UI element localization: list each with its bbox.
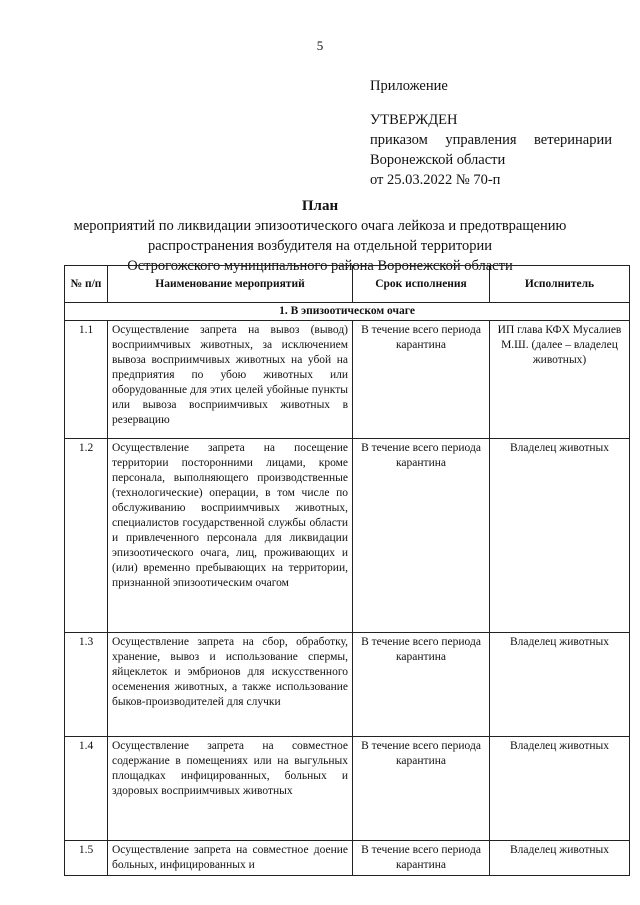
header-name: Наименование мероприятий <box>108 266 353 303</box>
row-executor: Владелец животных <box>490 633 630 737</box>
row-term: В течение всего периода карантина <box>353 737 490 841</box>
row-term: В течение всего периода карантина <box>353 633 490 737</box>
row-measure: Осуществление запрета на совместное содержание в помещениях или на выгульных площадках инфицированных, больных и здоровых восприимчивых животных <box>108 737 353 841</box>
row-term: В течение всего периода карантина <box>353 321 490 439</box>
row-executor: Владелец животных <box>490 439 630 633</box>
row-measure: Осуществление запрета на посещение территории посторонними лицами, кроме персонала, выполняющего производственные (технологические) операции, в том числе по обслуживанию восприимчивых животных, специалистов государственной службы области и привлеченного персонала для ликвидации эпизоотического очага, лиц, проживающих и (или) временно пребывающих на территории, признанной эпизоотическим очагом <box>108 439 353 633</box>
table-row <box>65 439 630 633</box>
row-measure: Осуществление запрета на вывоз (вывод) восприимчивых животных, за исключением вывоза восприимчивых животных на убой на предприятия по убою животных или оборудованные для этих целей убойные пункты или вывоза восприимчивых животных в резервацию <box>108 321 353 439</box>
section-row <box>65 303 630 321</box>
title-line-3: Острогожского муниципального района Воронежской области <box>127 258 513 274</box>
row-num: 1.3 <box>65 633 108 737</box>
approved-label: УТВЕРЖДЕН <box>370 112 458 128</box>
table-row <box>65 737 630 841</box>
order-line-2: Воронежской области <box>370 152 506 168</box>
plan-heading: План <box>301 198 339 214</box>
row-term: В течение всего периода карантина <box>353 841 490 876</box>
row-term: В течение всего периода карантина <box>353 439 490 633</box>
row-num: 1.5 <box>65 841 108 876</box>
row-measure: Осуществление запрета на совместное доение больных, инфицированных и <box>108 841 353 876</box>
appendix-label: Приложение <box>370 78 448 94</box>
title-line-2: распространения возбудителя на отдельной территории <box>148 238 492 254</box>
row-measure: Осуществление запрета на сбор, обработку, хранение, вывоз и использование спермы, яйцеклеток и эмбрионов для искусственного осеменения животных, а также использование быков-производителей для случки <box>108 633 353 737</box>
header-term: Срок исполнения <box>353 266 490 303</box>
table-row <box>65 841 630 876</box>
row-num: 1.1 <box>65 321 108 439</box>
header-executor: Исполнитель <box>490 266 630 303</box>
order-line-1: приказом управления ветеринарии <box>370 132 612 148</box>
table-row <box>65 321 630 439</box>
section-title: 1. В эпизоотическом очаге <box>65 303 630 321</box>
row-num: 1.4 <box>65 737 108 841</box>
table-header-row <box>65 266 630 303</box>
order-line-3: от 25.03.2022 № 70-п <box>370 172 501 188</box>
document-title <box>40 196 600 276</box>
row-executor: ИП глава КФХ Мусалиев М.Ш. (далее – владелец животных) <box>490 321 630 439</box>
header-num: № п/п <box>65 266 108 303</box>
row-executor: Владелец животных <box>490 841 630 876</box>
row-executor: Владелец животных <box>490 737 630 841</box>
table-row <box>65 633 630 737</box>
approval-block <box>370 110 612 190</box>
page-number: 5 <box>316 38 324 53</box>
title-line-1: мероприятий по ликвидации эпизоотического очага лейкоза и предотвращению <box>73 218 567 234</box>
row-num: 1.2 <box>65 439 108 633</box>
measures-table <box>64 265 630 876</box>
